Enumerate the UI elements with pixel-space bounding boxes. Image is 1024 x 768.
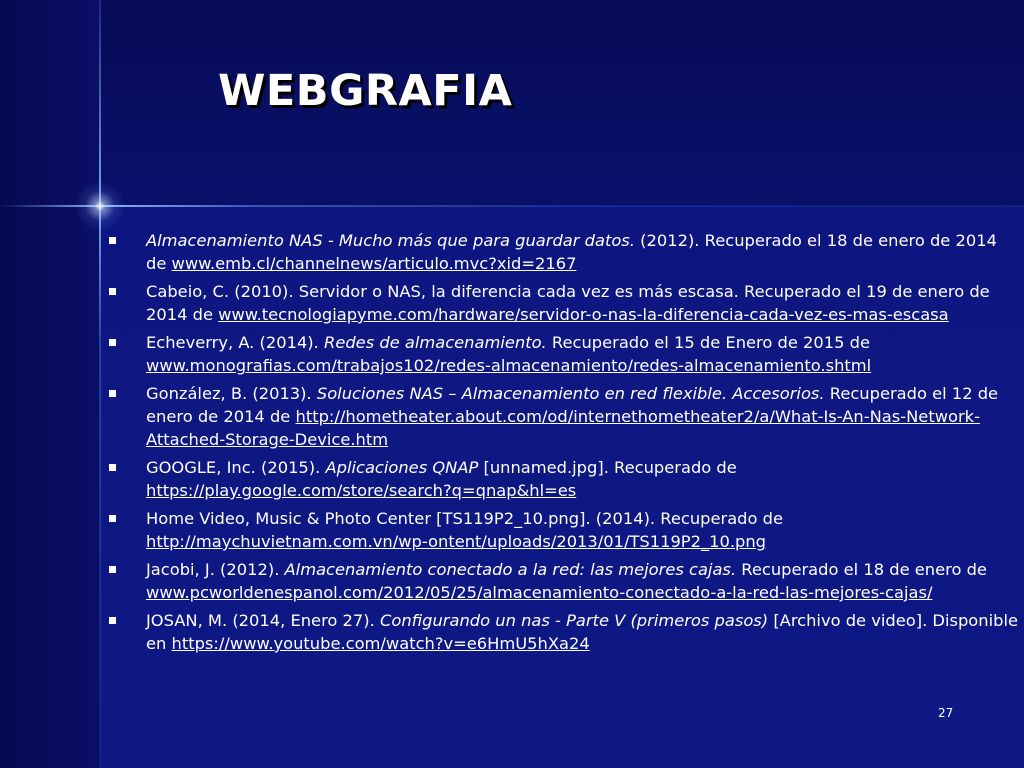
reference-text: Recuperado el 12 de enero de 2014 de bbox=[146, 384, 999, 426]
bullet-icon bbox=[109, 288, 116, 295]
reference-title: Almacenamiento NAS - Mucho más que para guardar datos. bbox=[146, 231, 635, 250]
horizontal-accent-line bbox=[0, 205, 1024, 207]
reference-text: [Archivo de video]. Disponible en bbox=[146, 611, 1018, 653]
reference-link[interactable]: https://www.youtube.com/watch?v=e6HmU5hXa24 bbox=[171, 634, 590, 653]
bullet-icon bbox=[109, 464, 116, 471]
reference-item bbox=[100, 456, 1018, 502]
reference-text: Recuperado el 18 de enero de bbox=[736, 560, 987, 579]
reference-item bbox=[100, 331, 1018, 377]
reference-item bbox=[100, 609, 1018, 655]
reference-link[interactable]: www.emb.cl/channelnews/articulo.mvc?xid=2167 bbox=[171, 254, 577, 273]
slide-title: WEBGRAFIA bbox=[218, 66, 513, 116]
reference-list bbox=[100, 229, 1018, 660]
bullet-icon bbox=[109, 339, 116, 346]
reference-title: Almacenamiento conectado a la red: las mejores cajas. bbox=[284, 560, 737, 579]
bullet-icon bbox=[109, 515, 116, 522]
reference-text: [unnamed.jpg]. Recuperado de bbox=[478, 458, 737, 477]
reference-item bbox=[100, 507, 1018, 553]
bullet-icon bbox=[109, 237, 116, 244]
reference-text: JOSAN, M. (2014, Enero 27). bbox=[146, 611, 380, 630]
reference-text: (2012). Recuperado el 18 de enero de 2014 de bbox=[146, 231, 997, 273]
reference-item bbox=[100, 558, 1018, 604]
reference-link[interactable]: https://play.google.com/store/search?q=qnap&hl=es bbox=[146, 481, 577, 500]
sparkle-icon bbox=[70, 176, 130, 236]
reference-link[interactable]: http://hometheater.about.com/od/internethometheater2/a/What-Is-An-Nas-Network-Attached-Storage-Device.htm bbox=[146, 407, 980, 449]
reference-item bbox=[100, 382, 1018, 451]
bullet-icon bbox=[109, 390, 116, 397]
reference-text: GOOGLE, Inc. (2015). bbox=[146, 458, 326, 477]
reference-link[interactable]: http://maychuvietnam.com.vn/wp-ontent/uploads/2013/01/TS119P2_10.png bbox=[146, 532, 767, 551]
reference-title: Soluciones NAS – Almacenamiento en red flexible. Accesorios. bbox=[316, 384, 825, 403]
bullet-icon bbox=[109, 617, 116, 624]
left-band bbox=[0, 0, 100, 768]
reference-item bbox=[100, 229, 1018, 275]
reference-link[interactable]: www.tecnologiapyme.com/hardware/servidor-o-nas-la-diferencia-cada-vez-es-mas-escasa bbox=[218, 305, 949, 324]
reference-title: Aplicaciones QNAP bbox=[325, 458, 479, 477]
reference-item bbox=[100, 280, 1018, 326]
reference-text: Echeverry, A. (2014). bbox=[146, 333, 325, 352]
reference-text: Jacobi, J. (2012). bbox=[146, 560, 285, 579]
reference-link[interactable]: www.pcworldenespanol.com/2012/05/25/almacenamiento-conectado-a-la-red-las-mejores-cajas/ bbox=[146, 583, 933, 602]
reference-link[interactable]: www.monografias.com/trabajos102/redes-almacenamiento/redes-almacenamiento.shtml bbox=[146, 356, 872, 375]
page-number: 27 bbox=[938, 706, 954, 720]
reference-title: Redes de almacenamiento. bbox=[324, 333, 547, 352]
reference-text: González, B. (2013). bbox=[146, 384, 317, 403]
reference-text: Home Video, Music & Photo Center [TS119P2_10.png]. (2014). Recuperado de bbox=[146, 509, 783, 528]
reference-title: Configurando un nas - Parte V (primeros pasos) bbox=[379, 611, 769, 630]
bullet-icon bbox=[109, 566, 116, 573]
reference-text: Recuperado el 15 de Enero de 2015 de bbox=[546, 333, 870, 352]
reference-text: Cabeio, C. (2010). Servidor o NAS, la diferencia cada vez es más escasa. Recuperado el 19 de enero de 2014 de bbox=[146, 282, 990, 324]
